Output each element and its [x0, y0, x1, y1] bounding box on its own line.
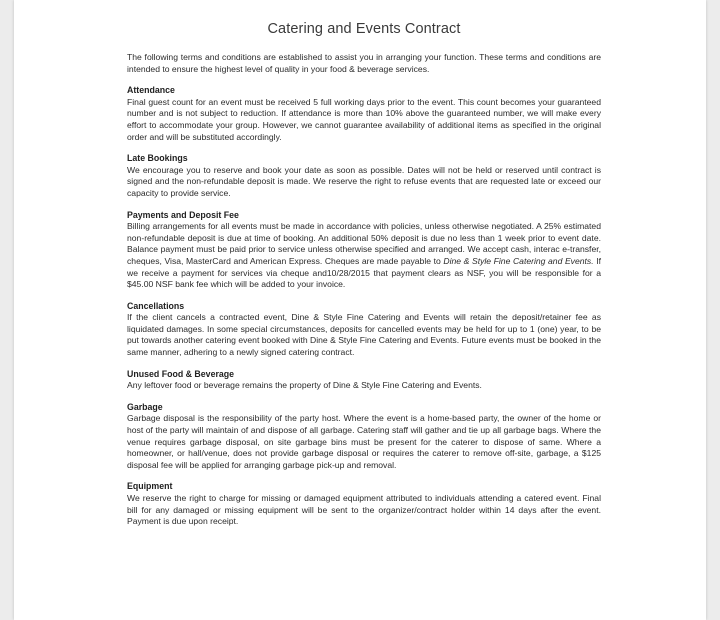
section-heading: Unused Food & Beverage: [127, 368, 235, 379]
section-body: [127, 221, 601, 291]
section-body: Garbage disposal is the responsibility of the party host. Where the event is a home-based party, the owner of the home or host of the party will maintain of and dispose of all garbage. Catering staff will gather and tie up all garbage bags. Where the venue requires garbage disposal, on site garbage bins must be present for the caterer to dispose of same. Where a homeowner, or hall/venue, does not provide garbage disposal or requires the caterer to remove off-site, garbage, a $125 disposal fee will be applied for arranging garbage pick-up and removal.: [127, 413, 601, 470]
section-attendance: [127, 85, 601, 143]
section-body: We reserve the right to charge for missing or damaged equipment attributed to individuals attending a catered event. Final bill for any damaged or missing equipment will be sent to the organizer/contract holder within 14 days after the event. Payment is due upon receipt.: [127, 493, 601, 527]
section-equipment: [127, 481, 601, 527]
section-body: Any leftover food or beverage remains the property of Dine & Style Fine Catering and Events.: [127, 380, 482, 391]
section-unused-food: [127, 369, 601, 392]
page-title: Catering and Events Contract: [267, 21, 461, 37]
payments-text-part1: Billing arrangements for all events must be made in accordance with policies, unless otherwise negotiated. A 25% estimated non-refundable deposit is due at time of booking. An additional 50% deposit is due no less than 1 week prior to event date. Balance payment must be paid prior to service unless otherwise specified and arranged. We accept cash, interac e-transfer, cheques, Visa, MasterCard and American Express. Cheques are made payable to: [127, 221, 601, 266]
section-heading: Late Bookings: [127, 153, 188, 164]
intro-paragraph: The following terms and conditions are established to assist you in arranging your function. These terms and conditions are intended to ensure the highest level of quality in your food & beverage services.: [127, 52, 601, 74]
section-payments: [127, 210, 601, 291]
payments-text-part2: If we receive a payment for services via cheque and10/28/2015 that payment clears as NSF, you will be responsible for a $45.00 NSF bank fee which will be added to your invoice.: [127, 255, 601, 290]
section-body: We encourage you to reserve and book your date as soon as possible. Dates will not be held or reserved until contract is signed and the non-refundable deposit is made. We reserve the right to refuse events that are requested late or exceed our capacity to provide service.: [127, 164, 601, 198]
section-cancellations: [127, 301, 601, 359]
section-late-bookings: [127, 153, 601, 199]
section-heading: Payments and Deposit Fee: [127, 209, 239, 220]
section-body: If the client cancels a contracted event, Dine & Style Fine Catering and Events will retain the deposit/retainer fee as liquidated damages. In some special circumstances, deposits for cancelled events may be held for up to 1 (one) year, to be put towards another catering event booked with Dine & Style Fine Catering and Events. Future events must be booked in the same manner, adhering to a newly signed catering contract.: [127, 312, 601, 358]
section-garbage: [127, 402, 601, 472]
section-heading: Garbage: [127, 401, 163, 412]
document-content: [127, 0, 601, 528]
document-page: [14, 0, 706, 620]
section-heading: Equipment: [127, 481, 173, 492]
section-body: Final guest count for an event must be received 5 full working days prior to the event. This count becomes your guaranteed number and is not subject to reduction. If attendance is more than 10% above the guaranteed number, we will make every effort to accommodate your group. However, we cannot guarantee availability of additional items as specified in the original order and will be substituted accordingly.: [127, 96, 601, 142]
payee-name: Dine & Style Fine Catering and Events.: [443, 255, 594, 266]
section-heading: Cancellations: [127, 300, 185, 311]
section-heading: Attendance: [127, 85, 175, 96]
